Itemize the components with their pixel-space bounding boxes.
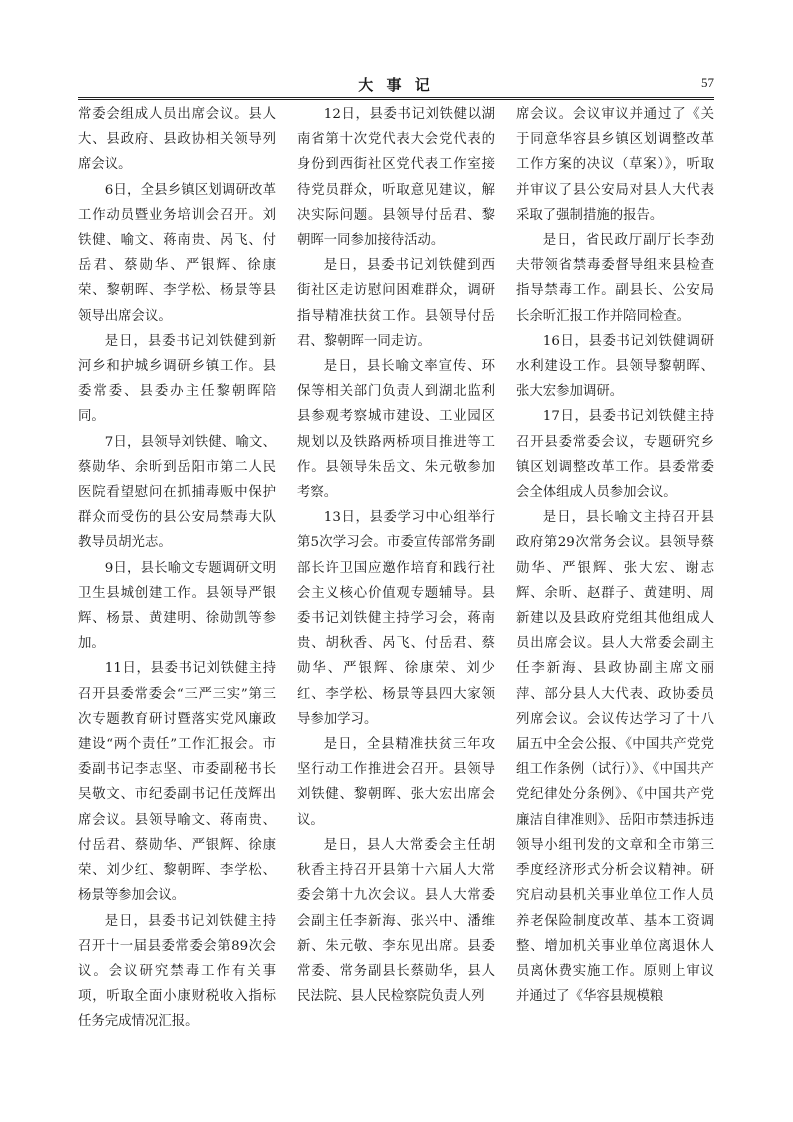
paragraph: 是日，县委书记刘铁健主持召开十一届县委常委会第89次会议。会议研究禁毒工作有关事项，听取全面小康财税收入指标任务完成情况汇报。 bbox=[78, 913, 276, 1030]
paragraph: 是日，县委书记刘铁健到新河乡和护城乡调研乡镇工作。县委常委、县委办主任黎朝晖陪同。 bbox=[78, 333, 276, 425]
paragraph: 是日，县长喻文主持召开县政府第29次常务会议。县领导蔡勋华、严银辉、张大宏、谢志辉、余昕、赵群子、黄建明、周新建以及县政府党组其他组成人员出席会议。县人大常委会副主任李新海、县政协副主席文丽萍、部分县人大代表、政协委员列席会议。会议传达学习了十八届五中全会公报、《中国共产党党组工作条例（试行）》、《中国共产党纪律处分条例》、《中国共产党廉洁自律准则》、岳阳市禁违拆违领导小组刊发的文章和全市第三季度经济形式分析会议精神。研究启动县机关事业单位工作人员养老保险制度改革、基本工资调整、增加机关事业单位离退休人员离休费实施工作。原则上审议并通过了《华容县规模粮 bbox=[516, 510, 714, 1005]
page-number: 57 bbox=[701, 75, 714, 90]
column-3 bbox=[516, 102, 714, 1102]
paragraph: 11日，县委书记刘铁健主持召开县委常委会“三严三实”第三次专题教育研讨暨落实党风廉政建设“两个责任”工作汇报会。市委副书记李志坚、市委副秘书长吴敬文、市纪委副书记任茂辉出席会议。县领导喻文、蒋南贵、付岳君、蔡勋华、严银辉、徐康荣、刘少红、黎朝晖、李学松、杨景等参加会议。 bbox=[78, 661, 276, 904]
paragraph: 6日，全县乡镇区划调研改革工作动员暨业务培训会召开。刘铁健、喻文、蒋南贵、呙飞、付岳君、蔡勋华、严银辉、徐康荣、黎朝晖、李学松、杨景等县领导出席会议。 bbox=[78, 182, 276, 324]
paragraph: 是日，省民政厅副厅长李劲夫带领省禁毒委督导组来县检查指导禁毒工作。副县长、公安局长余昕汇报工作并陪同检查。 bbox=[516, 233, 714, 324]
paragraph: 16日，县委书记刘铁健调研水利建设工作。县领导黎朝晖、张大宏参加调研。 bbox=[516, 333, 714, 400]
running-title: 大 事 记 bbox=[358, 76, 434, 94]
paragraph: 17日，县委书记刘铁健主持召开县委常委会议，专题研究乡镇区划调整改革工作。县委常委会全体组成人员参加会议。 bbox=[516, 409, 714, 501]
paragraph: 是日，县委书记刘铁健到西街社区走访慰问困难群众，调研指导精准扶贫工作。县领导付岳君、黎朝晖一同走访。 bbox=[297, 258, 495, 349]
paragraph: 是日，县长喻文率宣传、环保等相关部门负责人到湖北监利县参观考察城市建设、工业园区规划以及铁路两桥项目推进等工作。县领导朱岳文、朱元敬参加考察。 bbox=[297, 359, 495, 501]
column-1 bbox=[78, 102, 276, 1102]
column-2 bbox=[297, 102, 495, 1102]
paragraph: 席会议。会议审议并通过了《关于同意华容县乡镇区划调整改革工作方案的决议（草案）》，听取并审议了县公安局对县人大代表采取了强制措施的报告。 bbox=[516, 107, 714, 223]
paragraph: 常委会组成人员出席会议。县人大、县政府、县政协相关领导列席会议。 bbox=[78, 107, 276, 173]
paragraph: 13日，县委学习中心组举行第5次学习会。市委宣传部常务副部长许卫国应邀作培育和践行社会主义核心价值观专题辅导。县委书记刘铁健主持学习会，蒋南贵、胡秋香、呙飞、付岳君、蔡勋华、严银辉、徐康荣、刘少红、李学松、杨景等县四大家领导参加学习。 bbox=[297, 510, 495, 727]
text-columns bbox=[78, 102, 714, 1102]
paragraph: 是日，县人大常委会主任胡秋香主持召开县第十六届人大常委会第十九次会议。县人大常委会副主任李新海、张兴中、潘维新、朱元敬、李东见出席。县委常委、常务副县长蔡勋华，县人民法院、县人民检察院负责人列 bbox=[297, 837, 495, 1005]
paragraph: 是日，全县精准扶贫三年攻坚行动工作推进会召开。县领导刘铁健、黎朝晖、张大宏出席会议。 bbox=[297, 737, 495, 828]
paragraph: 9日，县长喻文专题调研文明卫生县城创建工作。县领导严银辉、杨景、黄建明、徐勋凯等参加。 bbox=[78, 560, 276, 652]
header-rule bbox=[78, 97, 714, 100]
paragraph: 12日，县委书记刘铁健以湖南省第十次党代表大会党代表的身份到西街社区党代表工作室接待党员群众，听取意见建议，解决实际问题。县领导付岳君、黎朝晖一同参加接待活动。 bbox=[297, 107, 495, 249]
paragraph: 7日，县领导刘铁健、喻文、蔡勋华、余昕到岳阳市第二人民医院看望慰问在抓捕毒贩中保护群众而受伤的县公安局禁毒大队教导员胡光志。 bbox=[78, 434, 276, 551]
running-header bbox=[78, 70, 714, 100]
